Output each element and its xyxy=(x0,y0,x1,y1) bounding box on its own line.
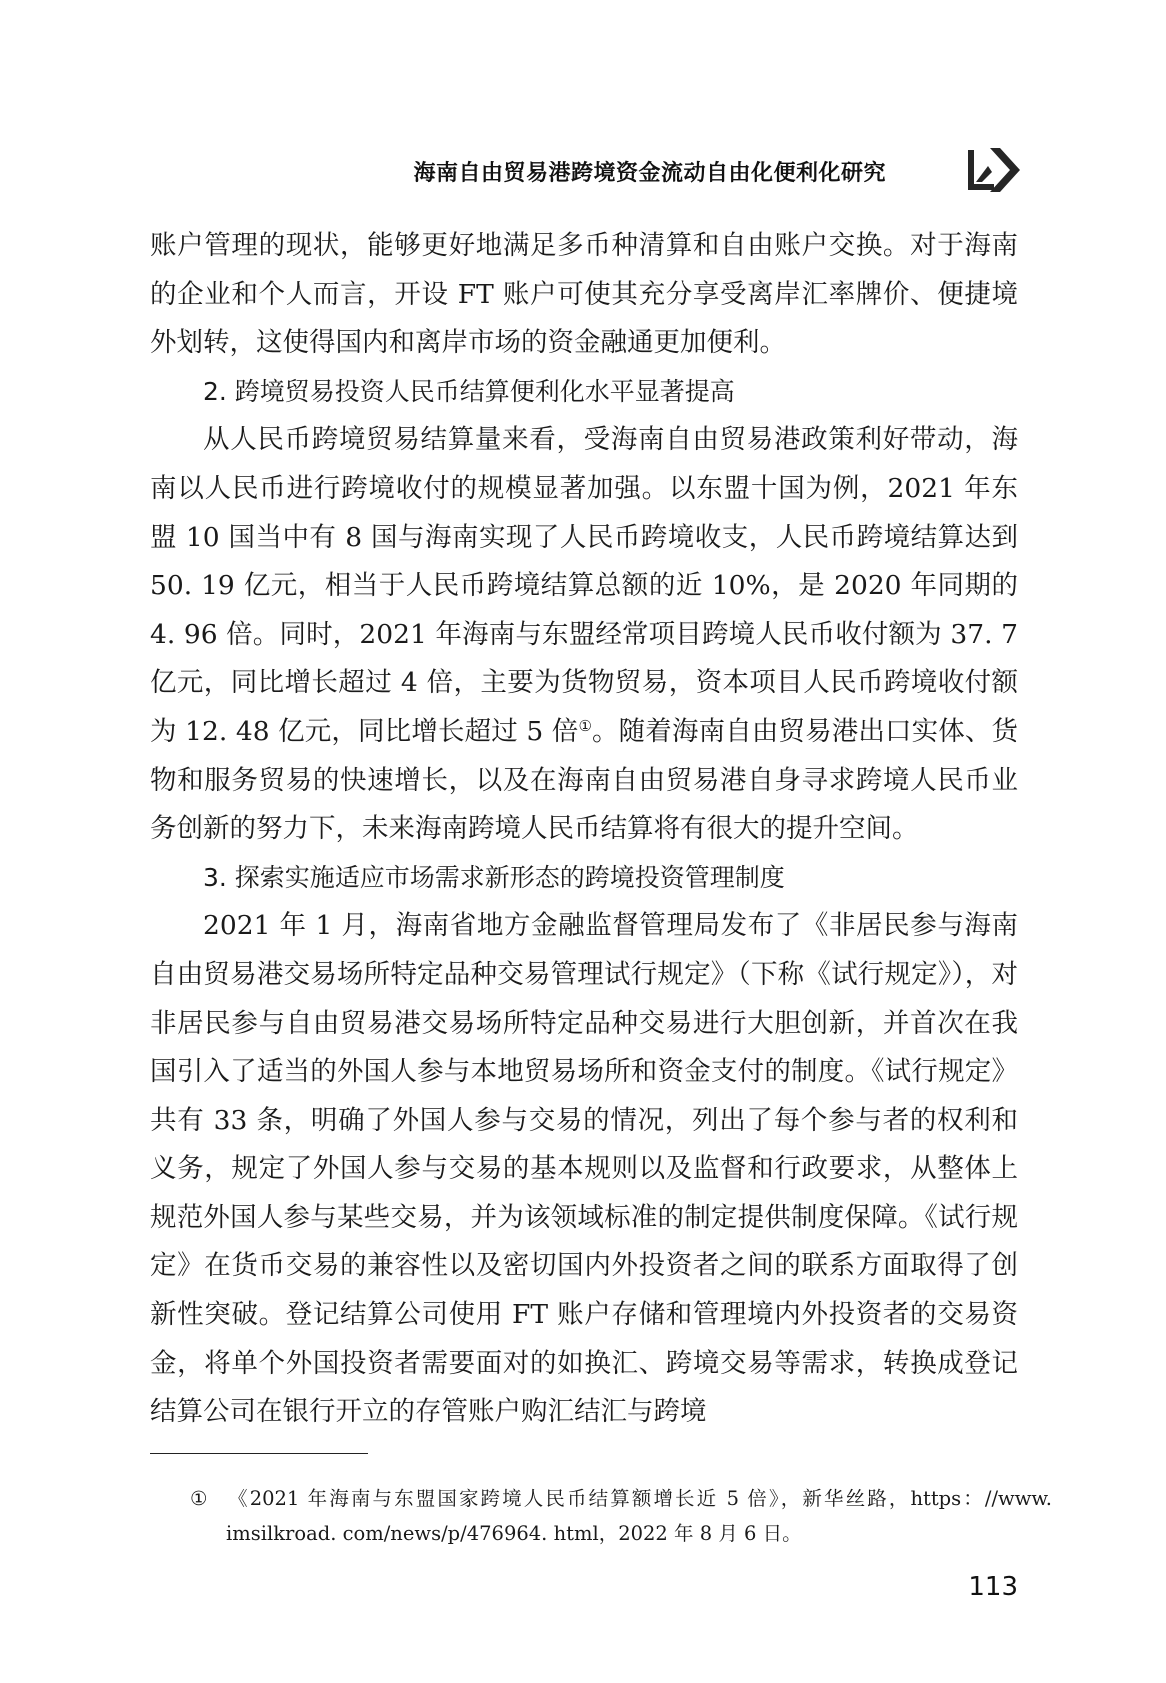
footnote-marker: ① xyxy=(190,1487,208,1510)
page-number: 113 xyxy=(968,1572,1018,1602)
chapter-arrow-icon xyxy=(966,146,1022,192)
footnote-divider xyxy=(150,1453,368,1454)
footnote xyxy=(190,1481,1052,1551)
paragraph-2-text-a: 从人民币跨境贸易结算量来看，受海南自由贸易港政策利好带动，海南以人民币进行跨境收付的规模显著加强。以东盟十国为例，2021 年东盟 10 国当中有 8 国与海南实现了人民币跨境收支，人民币跨境结算达到 50. 19 亿元，相当于人民币跨境结算总额的近 10%，是 2020 年同期的 4. 96 倍。同时，2021 年海南与东盟经常项目跨境人民币收付额为 37. 7 亿元，同比增长超过 4 倍，主要为货物贸易，资本项目人民币跨境收付额为 12. 48 亿元，同比增长超过 5 倍 xyxy=(150,424,1018,747)
section-heading-2: 2. 跨境贸易投资人民币结算便利化水平显著提高 xyxy=(203,376,735,406)
section-heading-3: 3. 探索实施适应市场需求新形态的跨境投资管理制度 xyxy=(203,862,785,892)
footnote-text: 《2021 年海南与东盟国家跨境人民币结算额增长近 5 倍》，新华丝路，https：//www. imsilkroad. com/news/p/476964. html，2022 年 8 月 6 日。 xyxy=(226,1487,1052,1545)
paragraph-2-text-b: 。随着海南自由贸易港出口实体、货物和服务贸易的快速增长，以及在海南自由贸易港自身寻求跨境人民币业务创新的努力下，未来海南跨境人民币结算将有很大的提升空间。 xyxy=(150,715,1019,845)
paragraph-intro: 账户管理的现状，能够更好地满足多币种清算和自由账户交换。对于海南的企业和个人而言，开设 FT 账户可使其充分享受离岸汇率牌价、便捷境外划转，这使得国内和离岸市场的资金融通更加便利。 xyxy=(150,230,1018,359)
paragraph-3: 2021 年 1 月，海南省地方金融监督管理局发布了《非居民参与海南自由贸易港交易场所特定品种交易管理试行规定》（下称《试行规定》），对非居民参与自由贸易港交易场所特定品种交易进行大胆创新，并首次在我国引入了适当的外国人参与本地贸易场所和资金支付的制度。《试行规定》共有 33 条，明确了外国人参与交易的情况，列出了每个参与者的权利和义务，规定了外国人参与交易的基本规则以及监督和行政要求，从整体上规范外国人参与某些交易，并为该领域标准的制定提供制度保障。《试行规定》在货币交易的兼容性以及密切国内外投资者之间的联系方面取得了创新性突破。登记结算公司使用 FT 账户存储和管理境内外投资者的交易资金，将单个外国投资者需要面对的如换汇、跨境交易等需求，转换成登记结算公司在银行开立的存管账户购汇结汇与跨境 xyxy=(150,910,1018,1428)
body-text xyxy=(150,222,1018,1437)
footnote-reference: ① xyxy=(578,716,593,735)
running-header-title: 海南自由贸易港跨境资金流动自由化便利化研究 xyxy=(413,161,886,186)
running-header xyxy=(150,152,1022,192)
paragraph-2 xyxy=(150,416,1018,853)
